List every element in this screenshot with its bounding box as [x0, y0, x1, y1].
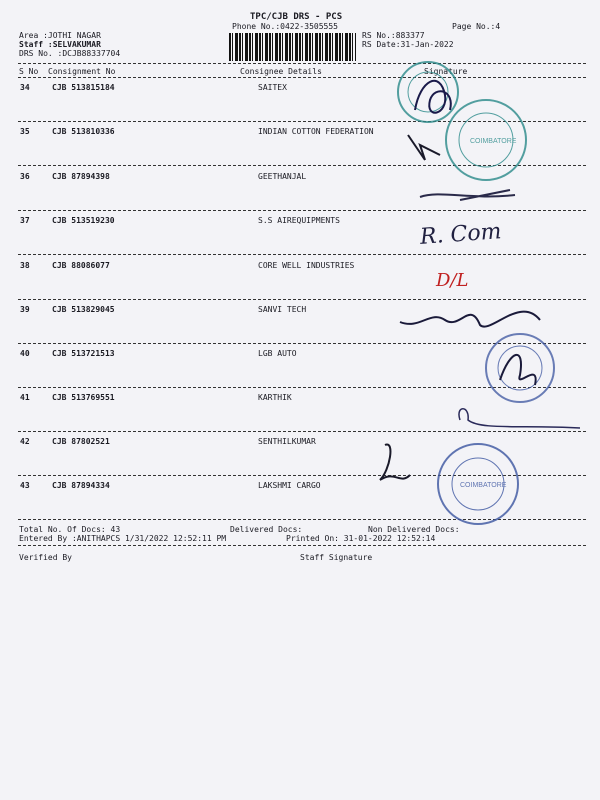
- row-consignment: CJB 88086077: [52, 261, 110, 270]
- signature-34: [415, 81, 451, 113]
- area-label: Area :JOTHI NAGAR: [19, 31, 101, 40]
- row-consignee: LGB AUTO: [258, 349, 297, 358]
- signature-35: [408, 135, 440, 160]
- row-consignee: INDIAN COTTON FEDERATION: [258, 127, 374, 136]
- row-consignee: CORE WELL INDUSTRIES: [258, 261, 355, 270]
- entered-by: Entered By :ANITHAPCS 1/31/2022 12:52:11 PM: [19, 534, 227, 543]
- dl-mark: D/L: [436, 270, 469, 291]
- row-consignment: CJB 87802521: [52, 437, 110, 446]
- row-consignee: LAKSHMI CARGO: [258, 481, 321, 490]
- row-sno: 39: [20, 305, 30, 314]
- row-sno: 35: [20, 127, 30, 136]
- delivered-docs: Delivered Docs:: [230, 525, 303, 534]
- row-consignee: KARTHIK: [258, 393, 292, 402]
- row-sno: 37: [20, 216, 30, 225]
- col-consignee: Consignee Details: [240, 67, 322, 76]
- cotton-federation-stamp: [398, 62, 526, 180]
- row-sno: 34: [20, 83, 30, 92]
- row-consignment: CJB 87894398: [52, 172, 110, 181]
- col-signature: Signature: [424, 67, 468, 76]
- row-sno: 38: [20, 261, 30, 270]
- row-sno: 36: [20, 172, 30, 181]
- row-consignee: SAITEX: [258, 83, 287, 92]
- signature-41: [459, 409, 580, 428]
- verified-by: Verified By: [19, 553, 72, 562]
- signature-42: [380, 444, 410, 480]
- printed-on: Printed On: 31-01-2022 12:52:14: [286, 534, 436, 543]
- staff-label: Staff :SELVAKUMAR: [19, 40, 101, 49]
- col-consignment: Consignment No: [48, 67, 116, 76]
- non-delivered-docs: Non Delivered Docs:: [368, 525, 460, 534]
- row-consignee: SENTHILKUMAR: [258, 437, 316, 446]
- total-docs: Total No. Of Docs: 43: [19, 525, 121, 534]
- phone-number: Phone No.:0422-3505555: [232, 22, 338, 31]
- doc-title: TPC/CJB DRS - PCS: [250, 12, 343, 22]
- row-consignment: CJB 87894334: [52, 481, 110, 490]
- row-consignee: SANVI TECH: [258, 305, 307, 314]
- signature-39: [400, 312, 540, 327]
- rs-number: RS No.:883377: [362, 31, 425, 40]
- rs-date: RS Date:31-Jan-2022: [362, 40, 454, 49]
- aerospace-cargo-stamp: [438, 444, 518, 524]
- svg-text:COIMBATORE: COIMBATORE: [460, 482, 507, 489]
- row-sno: 40: [20, 349, 30, 358]
- row-sno: 43: [20, 481, 30, 490]
- signature-36: [420, 190, 515, 200]
- page-number: Page No.:4: [452, 22, 501, 31]
- row-consignment: CJB 513815184: [52, 83, 115, 92]
- row-consignee: GEETHANJAL: [258, 172, 307, 181]
- row-consignment: CJB 513721513: [52, 349, 115, 358]
- svg-text:COIMBATORE: COIMBATORE: [470, 138, 517, 145]
- row-sno: 42: [20, 437, 30, 446]
- drs-number: DRS No. :DCJB88337704: [19, 49, 121, 58]
- col-sno: S No: [19, 67, 39, 76]
- row-sno: 41: [20, 393, 30, 402]
- row-consignment: CJB 513769551: [52, 393, 115, 402]
- row-consignee: S.S AIREQUIPMENTS: [258, 216, 340, 225]
- row37-signature: R. Com: [419, 219, 503, 250]
- row-consignment: CJB 513810336: [52, 127, 115, 136]
- staff-signature-label: Staff Signature: [300, 553, 373, 562]
- row-consignment: CJB 513519230: [52, 216, 115, 225]
- row-consignment: CJB 513829045: [52, 305, 115, 314]
- signature-40: [500, 355, 536, 385]
